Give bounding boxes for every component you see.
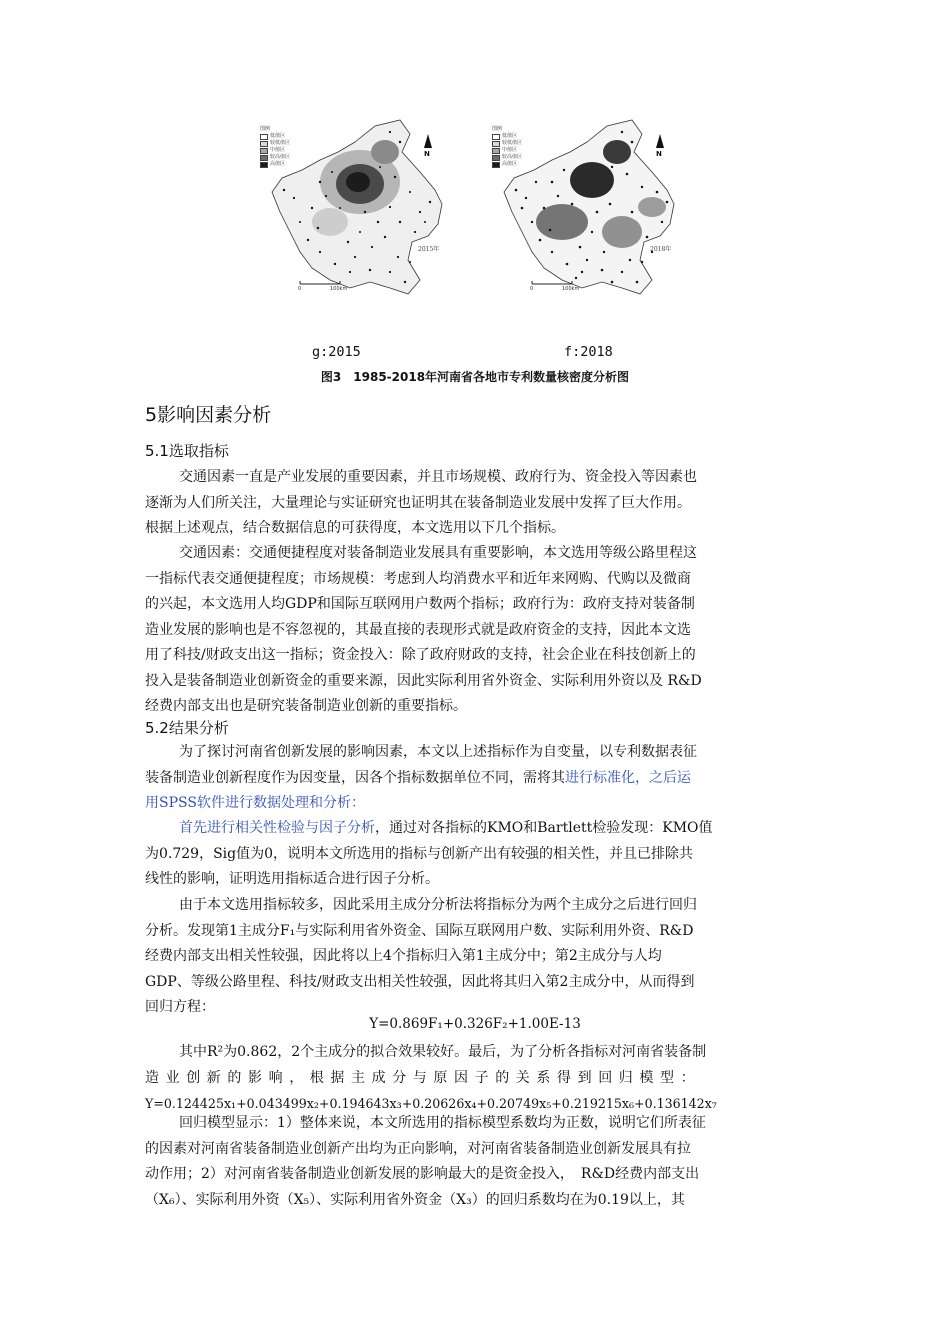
text-line: 经费内部支出也是研究装备制造业创新的重要指标。 bbox=[145, 698, 467, 714]
highlighted-text-link[interactable]: 进行标准化，之后运 bbox=[565, 769, 691, 786]
text-line: 的因素对河南省装备制造业创新产出均为正向影响，对河南省装备制造业创新发展具有拉 bbox=[145, 1140, 691, 1157]
paragraph bbox=[145, 740, 807, 817]
text-line: 首先进行相关性检验与因子分析，通过对各指标的KMO和Bartlett检验发现：KMO值 bbox=[179, 820, 713, 836]
regression-model: Y=0.124425x₁+0.043499x₂+0.194643x₃+0.20626x₄+0.20749x₅+0.219215x₆+0.136142x₇ bbox=[145, 1096, 717, 1111]
subsection-title-5-1: 5.1选取指标 bbox=[145, 442, 229, 460]
legend-title: 图例 bbox=[492, 126, 503, 132]
text-line: 一指标代表交通便捷程度；市场规模：考虑到人均消费水平和近年来网购、代购以及微商 bbox=[145, 570, 691, 587]
paragraph bbox=[145, 465, 807, 542]
text-line: 经费内部支出相关性较强，因此将以上4个指标归入第1主成分中；第2主成分与人均 bbox=[145, 948, 662, 964]
text-line: 回归模型显示：1）整体来说，本文所选用的指标模型系数均为正数，说明它们所表征 bbox=[179, 1115, 706, 1131]
paragraph bbox=[145, 893, 807, 1021]
map-year-label: 2015年 bbox=[418, 246, 440, 253]
legend-item: 低值区 bbox=[260, 133, 290, 140]
text-line: 逐渐为人们所关注，大量理论与实证研究也证明其在装备制造业发展中发挥了巨大作用。 bbox=[145, 494, 691, 511]
legend-item: 较低值区 bbox=[260, 140, 290, 147]
text-line: 的兴起，本文选用人均GDP和国际互联网用户数两个指标；政府行为：政府支持对装备制 bbox=[145, 596, 695, 612]
legend-item: 较高值区 bbox=[492, 154, 522, 161]
text-line: 根据上述观点，结合数据信息的可获得度，本文选用以下几个指标。 bbox=[145, 520, 565, 536]
north-arrow-icon: N bbox=[656, 150, 662, 158]
paragraph bbox=[145, 1040, 807, 1117]
map-legend bbox=[492, 126, 522, 168]
scale-zero: 0 bbox=[530, 286, 534, 292]
figure-caption: 图3 1985-2018年河南省各地市专利数量核密度分析图 bbox=[320, 370, 630, 384]
scale-zero: 0 bbox=[298, 286, 302, 292]
text-line: 交通因素：交通便捷程度对装备制造业发展具有重要影响，本文选用等级公路里程这 bbox=[179, 545, 697, 561]
legend-item: 低值区 bbox=[492, 133, 522, 140]
legend-item: 中值区 bbox=[260, 147, 290, 154]
subsection-title-5-2: 5.2结果分析 bbox=[145, 719, 229, 737]
text-line: 用了科技/财政支出这一指标；资金投入：除了政府财政的支持，社会企业在科技创新上的 bbox=[145, 647, 696, 663]
legend-item: 较低值区 bbox=[492, 140, 522, 147]
text-line: 造业发展的影响也是不容忽视的，其最直接的表现形式就是政府资金的支持，因此本文选 bbox=[145, 621, 691, 638]
text-line: 线性的影响，证明选用指标适合进行因子分析。 bbox=[145, 871, 439, 887]
text-line: 为0.729，Sig值为0，说明本文所选用的指标与创新产出有较强的相关性，并且已排除共 bbox=[145, 845, 694, 862]
legend-title: 图例 bbox=[260, 126, 271, 132]
paragraph bbox=[145, 816, 807, 893]
paragraph bbox=[145, 1111, 807, 1213]
sublabel-g: g:2015 bbox=[312, 344, 361, 360]
figure-maps bbox=[0, 112, 950, 322]
regression-equation: Y=0.869F₁+0.326F₂+1.00E-13 bbox=[369, 1016, 581, 1032]
legend-item: 高值区 bbox=[492, 161, 522, 168]
north-arrow-icon: N bbox=[424, 150, 430, 158]
highlighted-text-link[interactable]: 用SPSS软件进行数据处理和分析： bbox=[145, 795, 365, 811]
text-line: （X₆）、实际利用外资（X₅）、实际利用省外资金（X₃）的回归系数均在为0.19以上，其 bbox=[145, 1191, 685, 1208]
text-line: 为了探讨河南省创新发展的影响因素，本文以上述指标作为自变量，以专利数据表征 bbox=[179, 744, 697, 760]
text-line: 其中R²为0.862，2个主成分的拟合效果较好。最后，为了分析各指标对河南省装备制 bbox=[179, 1044, 707, 1060]
sublabel-f: f:2018 bbox=[564, 344, 613, 360]
text-line: 动作用；2）对河南省装备制造业创新发展的影响最大的是资金投入， R&D经费内部支出 bbox=[145, 1166, 700, 1182]
text-line: 由于本文选用指标较多，因此采用主成分分析法将指标分为两个主成分之后进行回归 bbox=[179, 897, 697, 913]
legend-item: 较高值区 bbox=[260, 154, 290, 161]
legend-item: 中值区 bbox=[492, 147, 522, 154]
text-line: 回归方程： bbox=[145, 999, 215, 1015]
text-line: GDP、等级公路里程、科技/财政支出相关性较强，因此将其归入第2主成分中，从而得到 bbox=[145, 973, 695, 990]
text-line: 造业创新的影响，根据主成分与原因子的关系得到回归模型： bbox=[145, 1069, 702, 1086]
text-line: 交通因素一直是产业发展的重要因素，并且市场规模、政府行为、资金投入等因素也 bbox=[179, 469, 697, 485]
scale-100km: 100km bbox=[330, 286, 348, 292]
legend-item: 高值区 bbox=[260, 161, 290, 168]
text-line: 装备制造业创新程度作为因变量，因各个指标数据单位不同，需将其进行标准化，之后运 bbox=[145, 769, 691, 786]
map-2018 bbox=[492, 112, 692, 312]
paragraph bbox=[145, 541, 807, 720]
text-line: 分析。发现第1主成分F₁与实际利用省外资金、国际互联网用户数、实际利用外资、R&D bbox=[145, 922, 694, 939]
map-legend bbox=[260, 126, 290, 168]
text-line: 投入是装备制造业创新资金的重要来源，因此实际利用省外资金、实际利用外资以及 R&D bbox=[145, 672, 702, 689]
highlighted-text-link[interactable]: 首先进行相关性检验与因子分析 bbox=[179, 820, 375, 836]
map-year-label: 2018年 bbox=[650, 246, 672, 253]
map-2015 bbox=[260, 112, 460, 312]
section-title: 5影响因素分析 bbox=[145, 404, 272, 426]
scale-100km: 100km bbox=[562, 286, 580, 292]
